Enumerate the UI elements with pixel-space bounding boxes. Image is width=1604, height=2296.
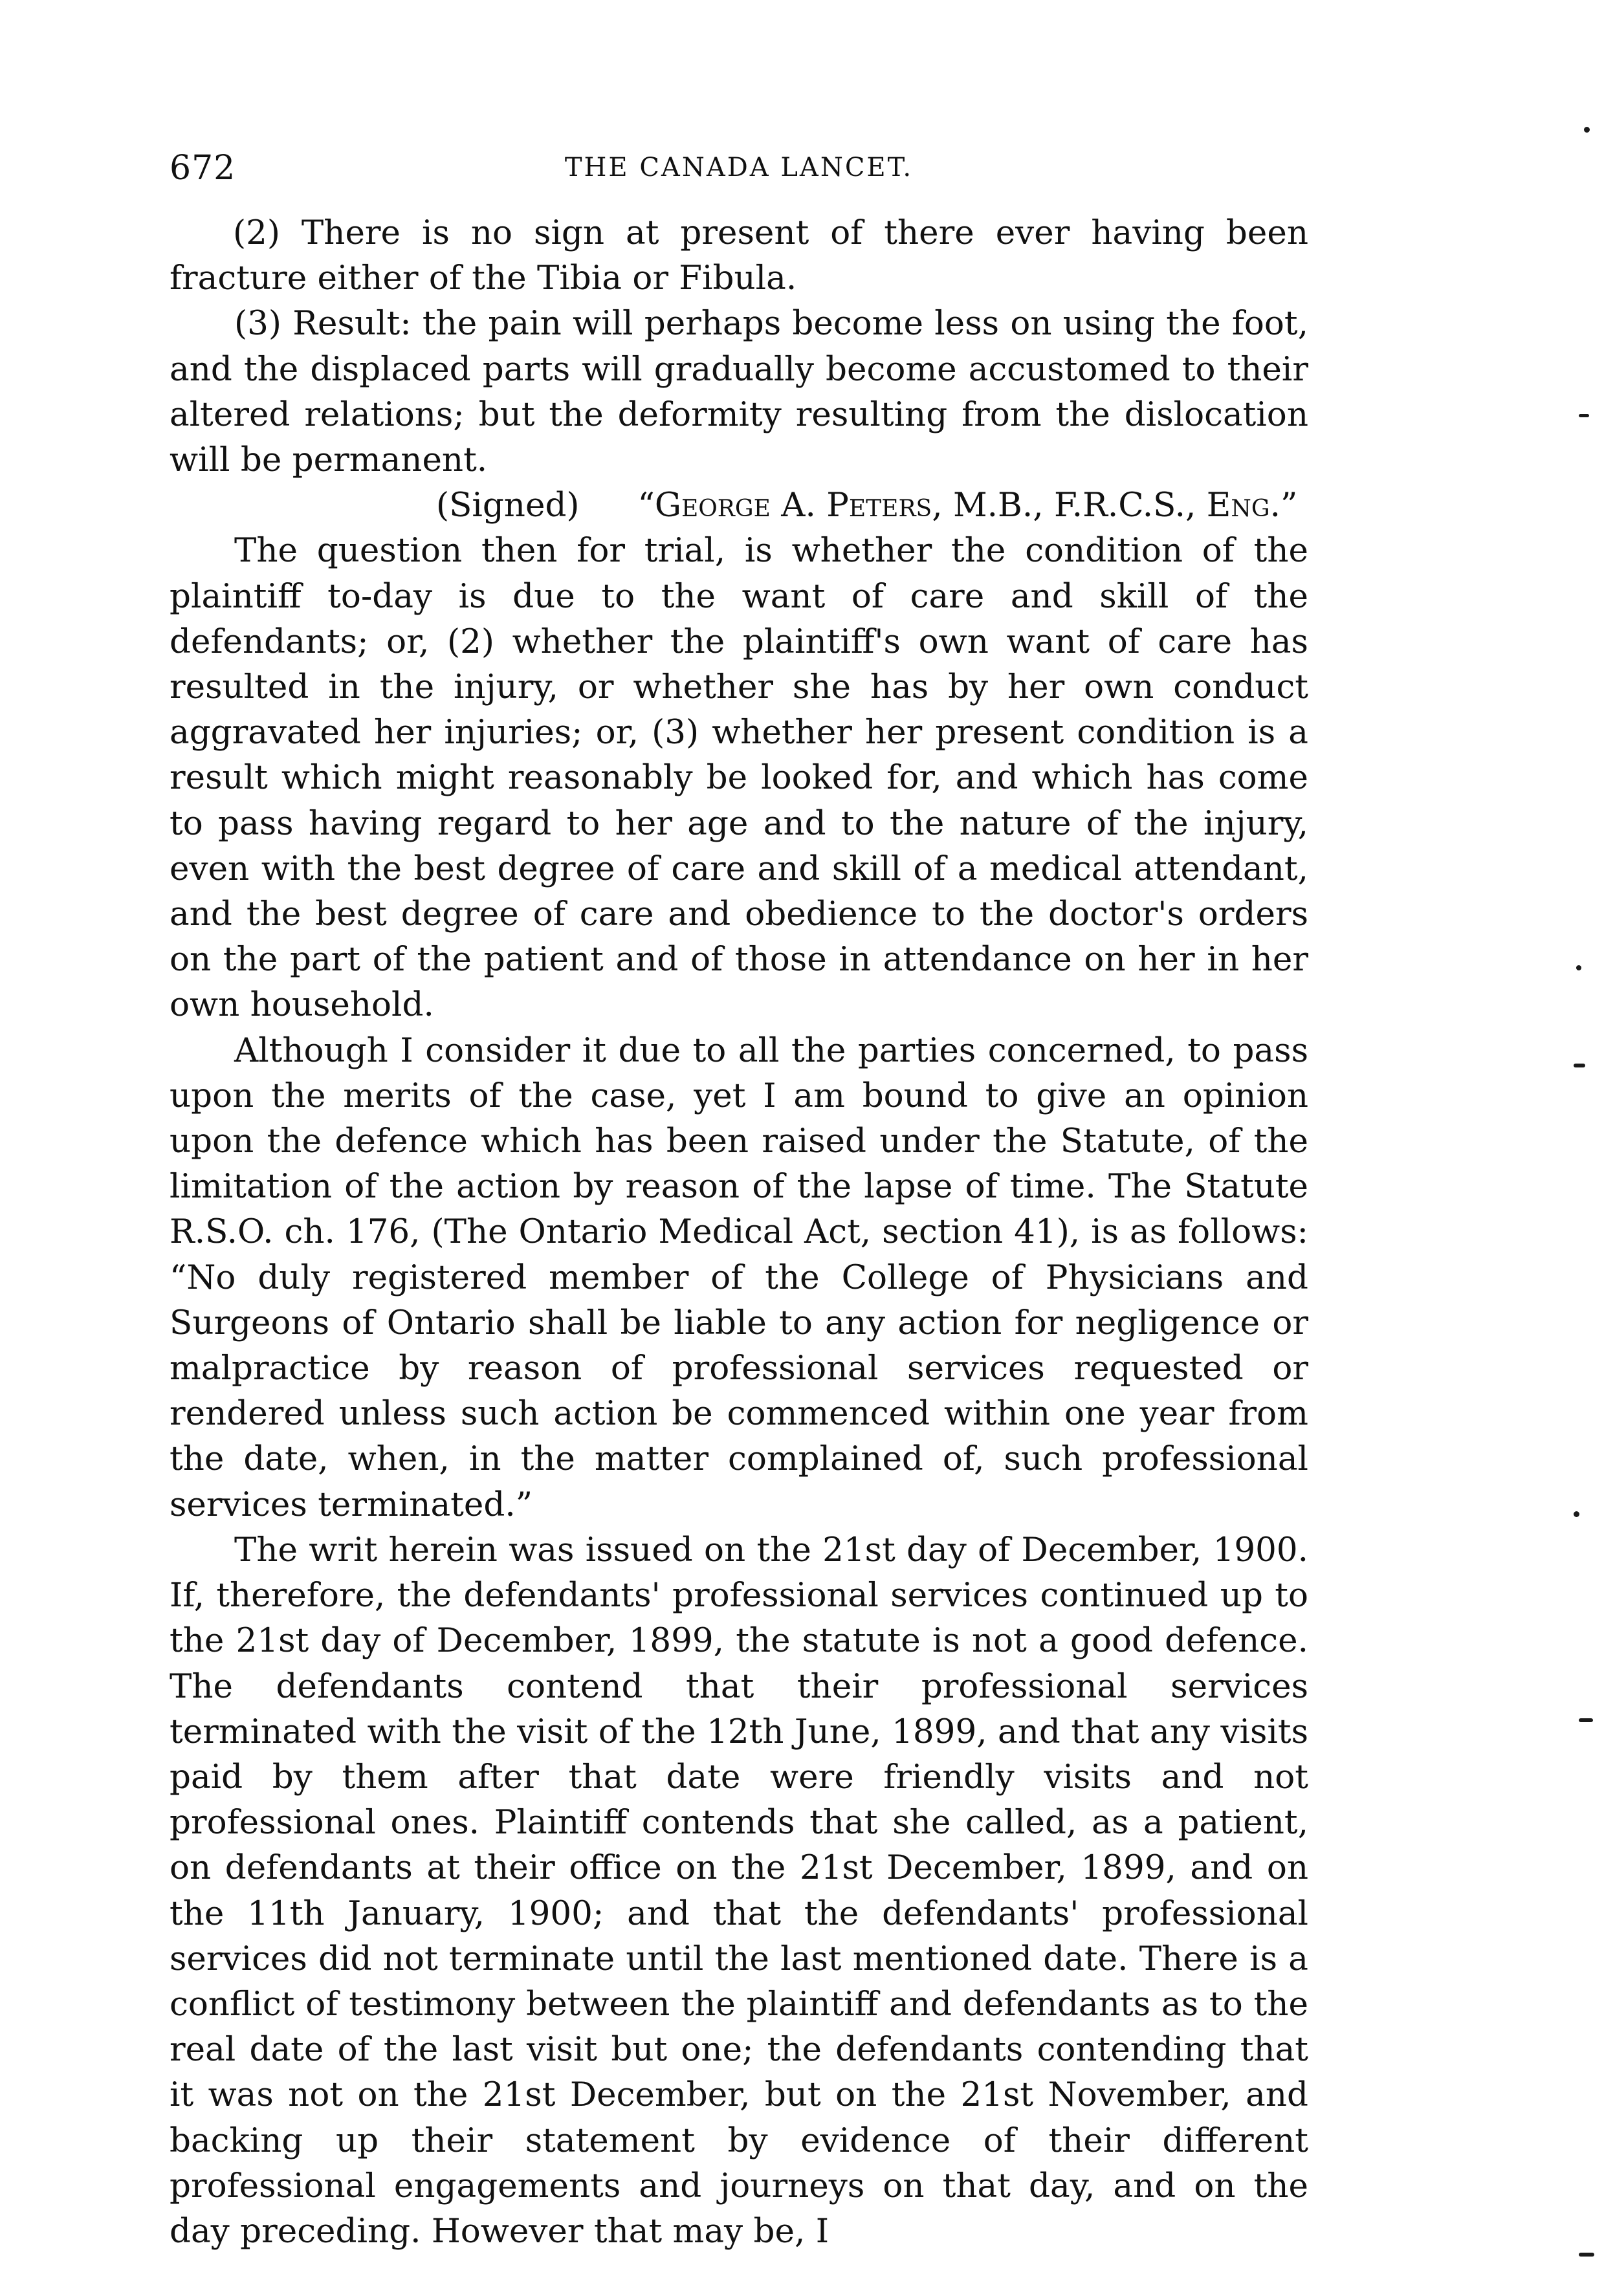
scan-mark [1579, 1718, 1593, 1722]
scan-mark [1579, 414, 1589, 417]
signed-label: (Signed) [436, 486, 580, 525]
signatory-name: “George A. Peters, M.B., F.R.C.S., Eng.” [637, 486, 1298, 525]
paragraph-question-for-trial: The question then for trial, is whether the condition of the plaintiff to-day is due to the want of care and skill of the defendants; or, (2) whether the plaintiff's own want of care has resulted in the injury, or whether she has by her own conduct aggravated her injuries; or, (3) whether her present condition is a result which might reasonably be looked for, and which has come to pass having regard to her age and to the nature of the injury, even with the best degree of care and skill of a medical attendant, and the best degree of care and obedience to the doctor's orders on the part of the patient and of those in attendance on her in her own household. [170, 531, 1308, 1025]
running-head: THE CANADA LANCET. [564, 153, 914, 182]
page-number: 672 [170, 149, 236, 188]
scan-speck [1584, 127, 1590, 133]
body-text [170, 210, 1308, 2254]
signature-line [170, 483, 1308, 528]
paragraph-statute-defence: Although I consider it due to all the parties concerned, to pass upon the merits of the case, yet I am bound to give an opinion upon the defence which has been raised under the Statute, of the limitation of the action by reason of the lapse of time. The Statute R.S.O. ch. 176, (The Ontario Medical Act, section 41), is as follows: “No duly registered member of the College of Physicians and Surgeons of Ontario shall be liable to any action for negligence or malpractice by reason of professional services requested or rendered unless such action be commenced within one year from the date, when, in the matter complained of, such professional services terminated.” [170, 1031, 1308, 1524]
scan-mark [1574, 1064, 1585, 1067]
scan-speck [1574, 1511, 1579, 1517]
paragraph-fracture-finding: (2) There is no sign at present of there ever having been fracture either of the Tibia or Fibula. [170, 213, 1308, 298]
scan-speck [1576, 965, 1581, 970]
page-header [170, 149, 1308, 201]
paragraph-result: (3) Result: the pain will perhaps become less on using the foot, and the displaced parts will gradually become accustomed to their altered relations; but the deformity resulting from the dislocation will be permanent. [170, 304, 1308, 480]
scan-mark [1579, 2253, 1594, 2257]
paragraph-writ-issued: The writ herein was issued on the 21st day of December, 1900. If, therefore, the defendants' professional services continued up to the 21st day of December, 1899, the statute is not a good defence. The defendants contend that their professional services terminated with the visit of the 12th June, 1899, and that any visits paid by them after that date were friendly visits and not professional ones. Plaintiff contends that she called, as a patient, on defendants at their office on the 21st December, 1899, and on the 11th January, 1900; and that the defendants' professional services did not terminate until the last mentioned date. There is a conflict of testimony between the plaintiff and defendants as to the real date of the last visit but one; the defendants contending that it was not on the 21st December, but on the 21st November, and backing up their statement by evidence of their different professional engagements and journeys on that day, and on the day preceding. However that may be, I [170, 1530, 1308, 2251]
